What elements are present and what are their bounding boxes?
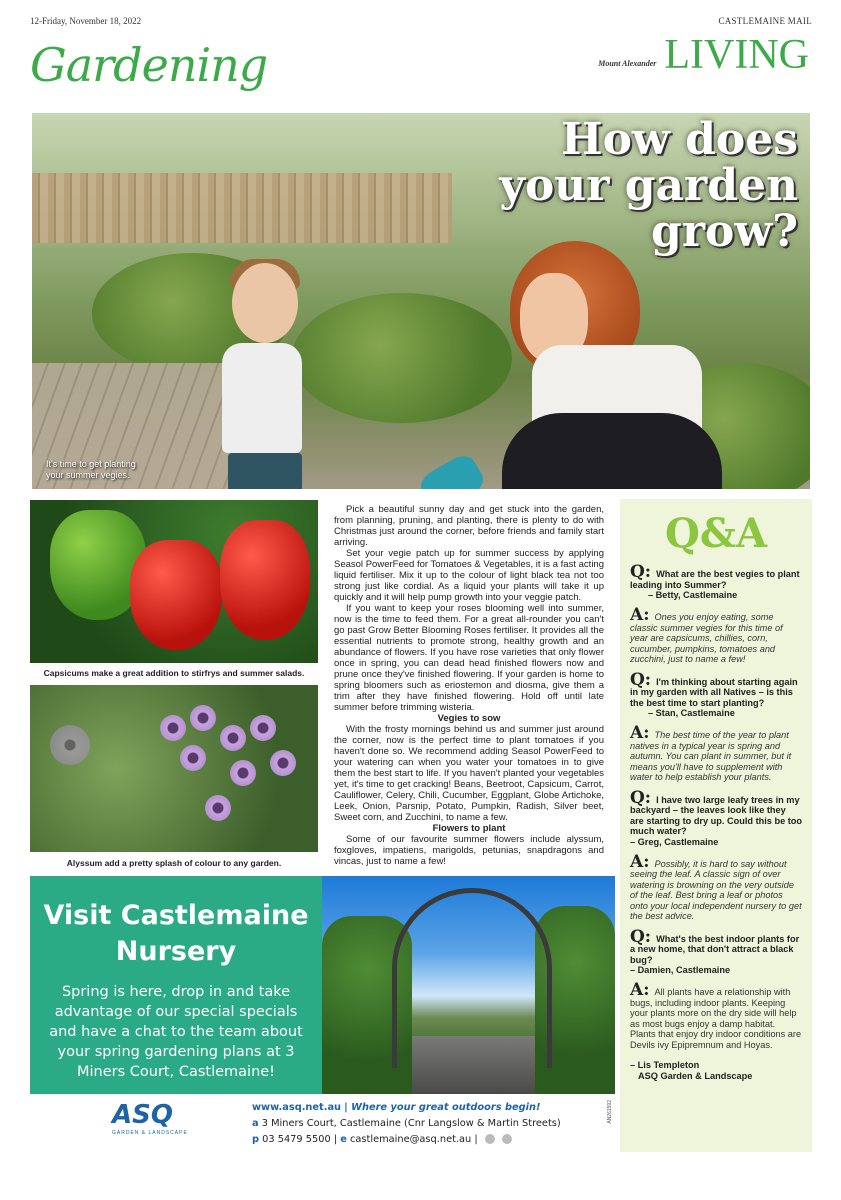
ad-email[interactable]: castlemaine@asq.net.au bbox=[350, 1134, 472, 1145]
qa-signature bbox=[630, 1060, 802, 1082]
ad-phone[interactable]: 03 5479 5500 bbox=[262, 1134, 331, 1145]
question-text: I'm thinking about starting again in my garden with all Natives – is this the best time to start planting? bbox=[630, 676, 798, 708]
ad-title: Visit Castlemaine Nursery bbox=[43, 900, 309, 967]
red-capsicum-shape bbox=[130, 540, 222, 650]
article-paragraph: Some of our favourite summer flowers include alyssum, foxgloves, impatiens, marigolds, petunias, snapdragons and vincas, just to name a few! bbox=[334, 834, 604, 867]
signature-name: – Lis Templeton bbox=[630, 1060, 700, 1070]
a-mark: A: bbox=[630, 605, 650, 625]
a-mark: A: bbox=[630, 723, 650, 743]
alyssum-photo bbox=[30, 685, 318, 852]
child-figure bbox=[232, 263, 298, 343]
qa-asker: – Greg, Castlemaine bbox=[630, 836, 719, 847]
article-paragraph: Set your vegie patch up for summer success by applying Seasol PowerFeed for Tomatoes & Vegetables, it is a fast acting liquid fertiliser. Mix it up to the colour of light black tea not too strong just like cordial. As a liquid your plants will take it up quickly and it will help pump growth into your veggie patch. bbox=[334, 548, 604, 603]
q-mark: Q: bbox=[630, 669, 652, 690]
ad-footer bbox=[30, 1094, 615, 1152]
ad-code: AN261592 bbox=[607, 1100, 613, 1124]
child-figure bbox=[228, 453, 302, 489]
living-logo bbox=[598, 34, 809, 76]
qa-panel bbox=[620, 499, 812, 1152]
qa-title: Q&A bbox=[665, 510, 767, 557]
nursery-photo bbox=[322, 876, 615, 1094]
answer-text: Possibly, it is hard to say without seeing the leaf. A classic sign of over watering is browning on the very outside of the leaf. Best bring a leaf or photos onto your local independent nursery to get the best advice. bbox=[630, 858, 802, 921]
qa-answer bbox=[630, 980, 802, 1050]
capsicum-photo bbox=[30, 500, 318, 663]
question-text: I have two large leafy trees in my backyard – the leaves look like they are starting to dry up. Could this be too much water? bbox=[630, 794, 803, 836]
ad-address: 3 Miners Court, Castlemaine (Cnr Langslow & Martin Streets) bbox=[261, 1118, 561, 1129]
folio: 12-Friday, November 18, 2022 bbox=[30, 16, 142, 26]
qa-answer bbox=[630, 723, 802, 783]
qa-item bbox=[630, 669, 802, 719]
flower-shape bbox=[250, 715, 276, 741]
gardening-article bbox=[334, 504, 604, 867]
qa-question bbox=[630, 669, 802, 709]
living-wordmark: LIVING bbox=[664, 32, 809, 78]
ad-web-line: www.asq.net.au | Where your great outdoors begin! bbox=[252, 1102, 541, 1113]
q-mark: Q: bbox=[630, 926, 652, 947]
instagram-icon[interactable] bbox=[502, 1134, 512, 1144]
hero-caption-line: It's time to get planting bbox=[46, 459, 136, 469]
qa-question bbox=[630, 787, 803, 837]
page-header bbox=[30, 16, 812, 30]
qa-item bbox=[630, 926, 802, 976]
nursery-advertisement bbox=[30, 876, 615, 1152]
article-subhead: Flowers to plant bbox=[432, 823, 506, 834]
article-paragraph: If you want to keep your roses blooming well into summer, now is the time to feed them. For a great all-rounder you can't go past Grow Better Blooming Roses fertiliser. It provides all the essential nutrients to promote strong, healthy growth and an abundance of flowers. If you have rose varieties that only flower once in spring, you can dead head finished flowers now and prune once they've finished flowering. If your garden is home to spring bloomers such as eriostemon and diosma, give them a trim after they have finished flowering. Hold off until late summer before trimming wisteria. bbox=[334, 603, 604, 713]
qa-item bbox=[630, 562, 802, 600]
signature-company: ASQ Garden & Landscape bbox=[638, 1071, 753, 1081]
ad-tagline: Where your great outdoors begin! bbox=[351, 1102, 541, 1113]
question-text: What are the best vegies to plant leading into Summer? bbox=[630, 569, 800, 590]
article-paragraph: With the frosty mornings behind us and summer just around the corner, now is the perfect time to plant tomatoes if you haven't done so. We recommend adding Seasol PowerFeed to your watering can when you water your tomatoes in to give them the best start to life. If you haven't planted your vegetables yet, it's time to get cracking! Beans, Beetroot, Capsicum, Carrot, Cauliflower, Celery, Chili, Cucumber, Eggplant, Globe Artichoke, Leek, Onion, Parsnip, Potato, Pumpkin, Radish, Silver beet, Sweet corn, and Zucchini, to name a few. bbox=[334, 724, 604, 823]
qa-question bbox=[630, 926, 802, 966]
question-text: What's the best indoor plants for a new home, that don't attract a black bug? bbox=[630, 933, 800, 965]
q-mark: Q: bbox=[630, 787, 652, 808]
asq-logo-subtitle: GARDEN & LANDSCAPE bbox=[112, 1130, 188, 1136]
flower-shape bbox=[230, 760, 256, 786]
child-figure bbox=[222, 343, 302, 453]
a-mark: A: bbox=[630, 980, 650, 1000]
flower-shape bbox=[160, 715, 186, 741]
qa-asker: – Damien, Castlemaine bbox=[630, 965, 731, 975]
alyssum-caption: Alyssum add a pretty splash of colour to any garden. bbox=[66, 858, 282, 868]
answer-text: All plants have a relationship with bugs, including indoor plants. Keeping your plants more on the dry side will help as most bugs enjoy a damp habitat. Plants that enjoy dry indoor conditions are Devils ivy Epipremnum and Hoyas. bbox=[630, 987, 802, 1050]
hero-headline: How does your garden grow? bbox=[499, 114, 798, 257]
living-region: Mount Alexander bbox=[598, 59, 657, 68]
ad-contact-block bbox=[252, 1100, 561, 1148]
flower-shape bbox=[220, 725, 246, 751]
qa-answer bbox=[630, 851, 802, 922]
qa-item bbox=[630, 787, 803, 847]
answer-text: The best time of the year to plant natives in a typical year is spring and autumn. You can plant in summer, but it means you'll have to supplement with water to help establish your plants. bbox=[630, 730, 792, 782]
woman-figure bbox=[502, 413, 722, 489]
glove-shape bbox=[416, 451, 488, 489]
ad-body-text: Spring is here, drop in and take advantage of our special specials and have a chat to the team about your spring gardening plans at 3 Miners Court, Castlemaine! bbox=[49, 984, 303, 1080]
email-label: e bbox=[340, 1134, 347, 1145]
website-link[interactable]: www.asq.net.au bbox=[252, 1102, 342, 1113]
answer-text: Ones you enjoy eating, some classic summer vegies for this time of year are capsicums, chillies, corn, cucumber, pumpkins, tomatoes and zucchini, just to name a few! bbox=[630, 612, 783, 664]
article-subhead: Vegies to sow bbox=[437, 713, 501, 724]
facebook-icon[interactable] bbox=[485, 1134, 495, 1144]
masthead: CASTLEMAINE MAIL bbox=[718, 16, 812, 26]
qa-question bbox=[630, 562, 802, 590]
hero-photo bbox=[32, 113, 810, 489]
phone-label: p bbox=[252, 1134, 260, 1145]
ad-phone-line: p 03 5479 5500 | e castlemaine@asq.net.au | bbox=[252, 1132, 561, 1148]
hero-caption-line: your summer vegies. bbox=[46, 470, 130, 480]
flower-shape bbox=[50, 725, 90, 765]
q-mark: Q: bbox=[630, 562, 652, 582]
red-capsicum-shape bbox=[220, 520, 310, 640]
qa-answer bbox=[630, 605, 802, 665]
garden-arch bbox=[392, 888, 552, 1068]
flower-shape bbox=[190, 705, 216, 731]
ad-address-line bbox=[252, 1116, 561, 1132]
bush-shape bbox=[292, 293, 512, 423]
article-paragraph: Pick a beautiful sunny day and get stuck into the garden, from planning, pruning, and planting, there is plenty to do with Christmas just around the corner, before friends and family start arriving. bbox=[334, 504, 604, 548]
fence-shape bbox=[32, 173, 452, 243]
flower-shape bbox=[270, 750, 296, 776]
qa-asker: – Stan, Castlemaine bbox=[648, 708, 735, 718]
ad-promo-panel bbox=[30, 876, 322, 1094]
address-label: a bbox=[252, 1118, 259, 1129]
flower-shape bbox=[180, 745, 206, 771]
a-mark: A: bbox=[630, 851, 650, 872]
flower-shape bbox=[205, 795, 231, 821]
asq-logo-text: ASQ bbox=[112, 1100, 173, 1130]
hero-caption bbox=[46, 459, 136, 481]
section-title: Gardening bbox=[30, 38, 268, 92]
capsicum-caption: Capsicums make a great addition to stirfrys and summer salads. bbox=[43, 668, 305, 678]
qa-asker: – Betty, Castlemaine bbox=[648, 590, 738, 600]
asq-logo bbox=[112, 1100, 212, 1144]
